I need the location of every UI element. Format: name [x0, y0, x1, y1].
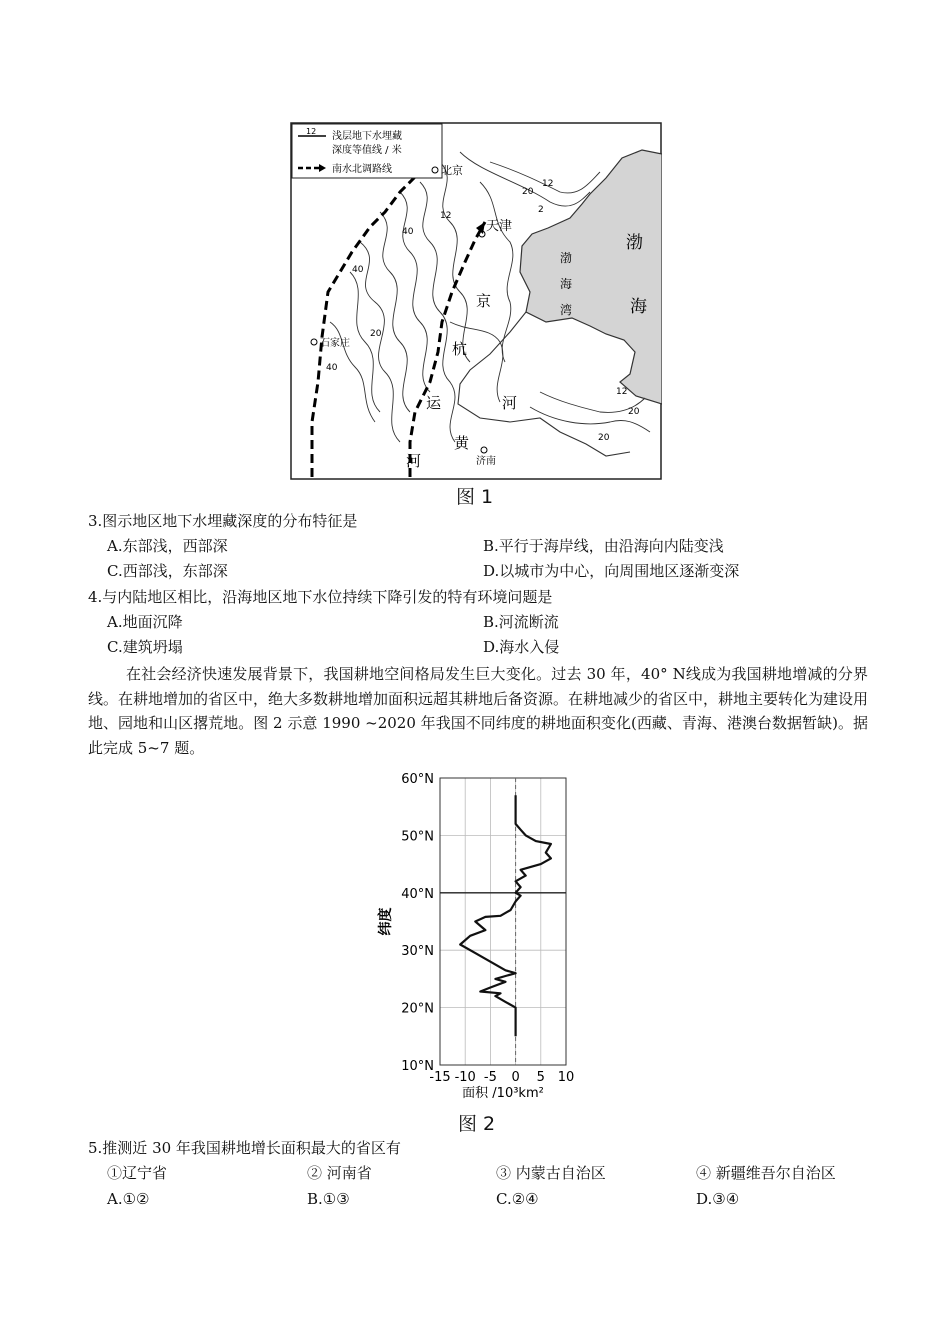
city-tianjin: 天津 [486, 219, 513, 234]
legend-route-label: 南水北调路线 [332, 164, 392, 175]
river-char-2: 河 [502, 394, 518, 412]
contour-label: 12 [440, 211, 452, 221]
x-tick-label: -10 [454, 1070, 476, 1085]
figure-1-map [290, 122, 662, 480]
canal-char-3: 运 [426, 394, 442, 412]
q3-option-d[interactable]: D.以城市为中心，向周围地区逐渐变深 [483, 562, 740, 580]
q4-stem: 4.与内陆地区相比，沿海地区地下水位持续下降引发的特有环境问题是 [88, 588, 553, 606]
bay-char-2: 海 [560, 277, 573, 291]
q5-option-c[interactable]: C.②④ [496, 1190, 539, 1208]
contour-label: 40 [352, 265, 364, 275]
contour-label: 20 [522, 187, 534, 197]
sea-char-2: 海 [630, 297, 647, 317]
city-shijiazhuang: 石家庄 [320, 338, 350, 349]
x-tick-label: 0 [511, 1070, 520, 1085]
y-tick-label: 50°N [401, 829, 434, 845]
contour-label: 12 [616, 387, 628, 397]
bay-char-1: 渤 [560, 251, 573, 265]
q5-statement-2: ② 河南省 [307, 1164, 372, 1182]
q3-option-b[interactable]: B.平行于海岸线，由沿海向内陆变浅 [483, 537, 724, 555]
x-axis-label: 面积 /10³km² [462, 1086, 544, 1101]
q5-option-d[interactable]: D.③④ [696, 1190, 740, 1208]
contour-label: 40 [402, 227, 414, 237]
q3-stem: 3.图示地区地下水埋藏深度的分布特征是 [88, 512, 358, 530]
river-char-1: 黄 [454, 434, 470, 452]
y-axis-label: 纬度 [378, 907, 394, 936]
passage: 在社会经济快速发展背景下，我国耕地空间格局发生巨大变化。过去 30 年，40° N线成为我国耕地增减的分界线。在耕地增加的省区中，绝大多数耕地增加面积远超其耕地后备资源。在耕地减少的省区中，耕地主要转化为建设用地、园地和山区撂荒地。图 2 示意 1990 ~2020 年我国不同纬度的耕地面积变化(西藏、青海、港澳台数据暂缺)。据此完成 5~7 题。 [88, 665, 869, 757]
q5-statement-3: ③ 内蒙古自治区 [496, 1164, 606, 1182]
legend-contour-value: 12 [306, 127, 317, 136]
q4-option-d[interactable]: D.海水入侵 [483, 638, 560, 656]
y-tick-label: 30°N [401, 944, 434, 960]
bay-char-3: 湾 [560, 303, 573, 317]
figure-2-caption: 图 2 [458, 1113, 496, 1135]
city-beijing: 北京 [441, 164, 463, 177]
contour-label: 12 [542, 179, 554, 189]
contour-label: 20 [628, 407, 640, 417]
q5-option-a[interactable]: A.①② [107, 1190, 150, 1208]
x-tick-label: 5 [536, 1070, 545, 1085]
contour-label: 40 [326, 363, 338, 373]
q3-option-a[interactable]: A.东部浅，西部深 [107, 537, 228, 555]
q5-statement-4: ④ 新疆维吾尔自治区 [696, 1164, 836, 1182]
canal-char-2: 杭 [452, 340, 468, 358]
canal-char-4: 河 [406, 452, 422, 470]
q3-option-c[interactable]: C.西部浅，东部深 [107, 562, 228, 580]
plot-frame [440, 778, 566, 1065]
legend-contour-label-1: 浅层地下水埋藏 [332, 131, 402, 142]
figure-2-chart [368, 766, 588, 1111]
x-tick-label: 10 [557, 1070, 575, 1085]
y-tick-label: 20°N [401, 1001, 434, 1017]
city-jinan: 济南 [476, 456, 496, 467]
y-tick-label: 10°N [401, 1059, 434, 1074]
legend-contour-label-2: 深度等值线 / 米 [332, 145, 402, 156]
figure-1-caption: 图 1 [456, 486, 494, 508]
chart-svg [368, 766, 588, 1111]
y-tick-label: 40°N [401, 886, 434, 902]
canal-char-1: 京 [476, 292, 492, 310]
q4-option-b[interactable]: B.河流断流 [483, 613, 559, 631]
y-tick-label: 60°N [401, 772, 434, 787]
x-tick-label: -5 [483, 1070, 497, 1085]
q5-stem: 5.推测近 30 年我国耕地增长面积最大的省区有 [88, 1139, 401, 1157]
contour-label: 20 [370, 329, 382, 339]
sea-char-1: 渤 [626, 233, 643, 253]
q4-option-a[interactable]: A.地面沉降 [107, 613, 183, 631]
q5-option-b[interactable]: B.①③ [307, 1190, 350, 1208]
contour-label: 2 [538, 205, 544, 215]
q4-option-c[interactable]: C.建筑坍塌 [107, 638, 183, 656]
contour-label: 20 [598, 433, 610, 443]
series-line [460, 795, 551, 1036]
map-svg [290, 122, 662, 480]
q5-statement-1: ①辽宁省 [107, 1164, 168, 1182]
x-tick-label: -15 [429, 1070, 451, 1085]
